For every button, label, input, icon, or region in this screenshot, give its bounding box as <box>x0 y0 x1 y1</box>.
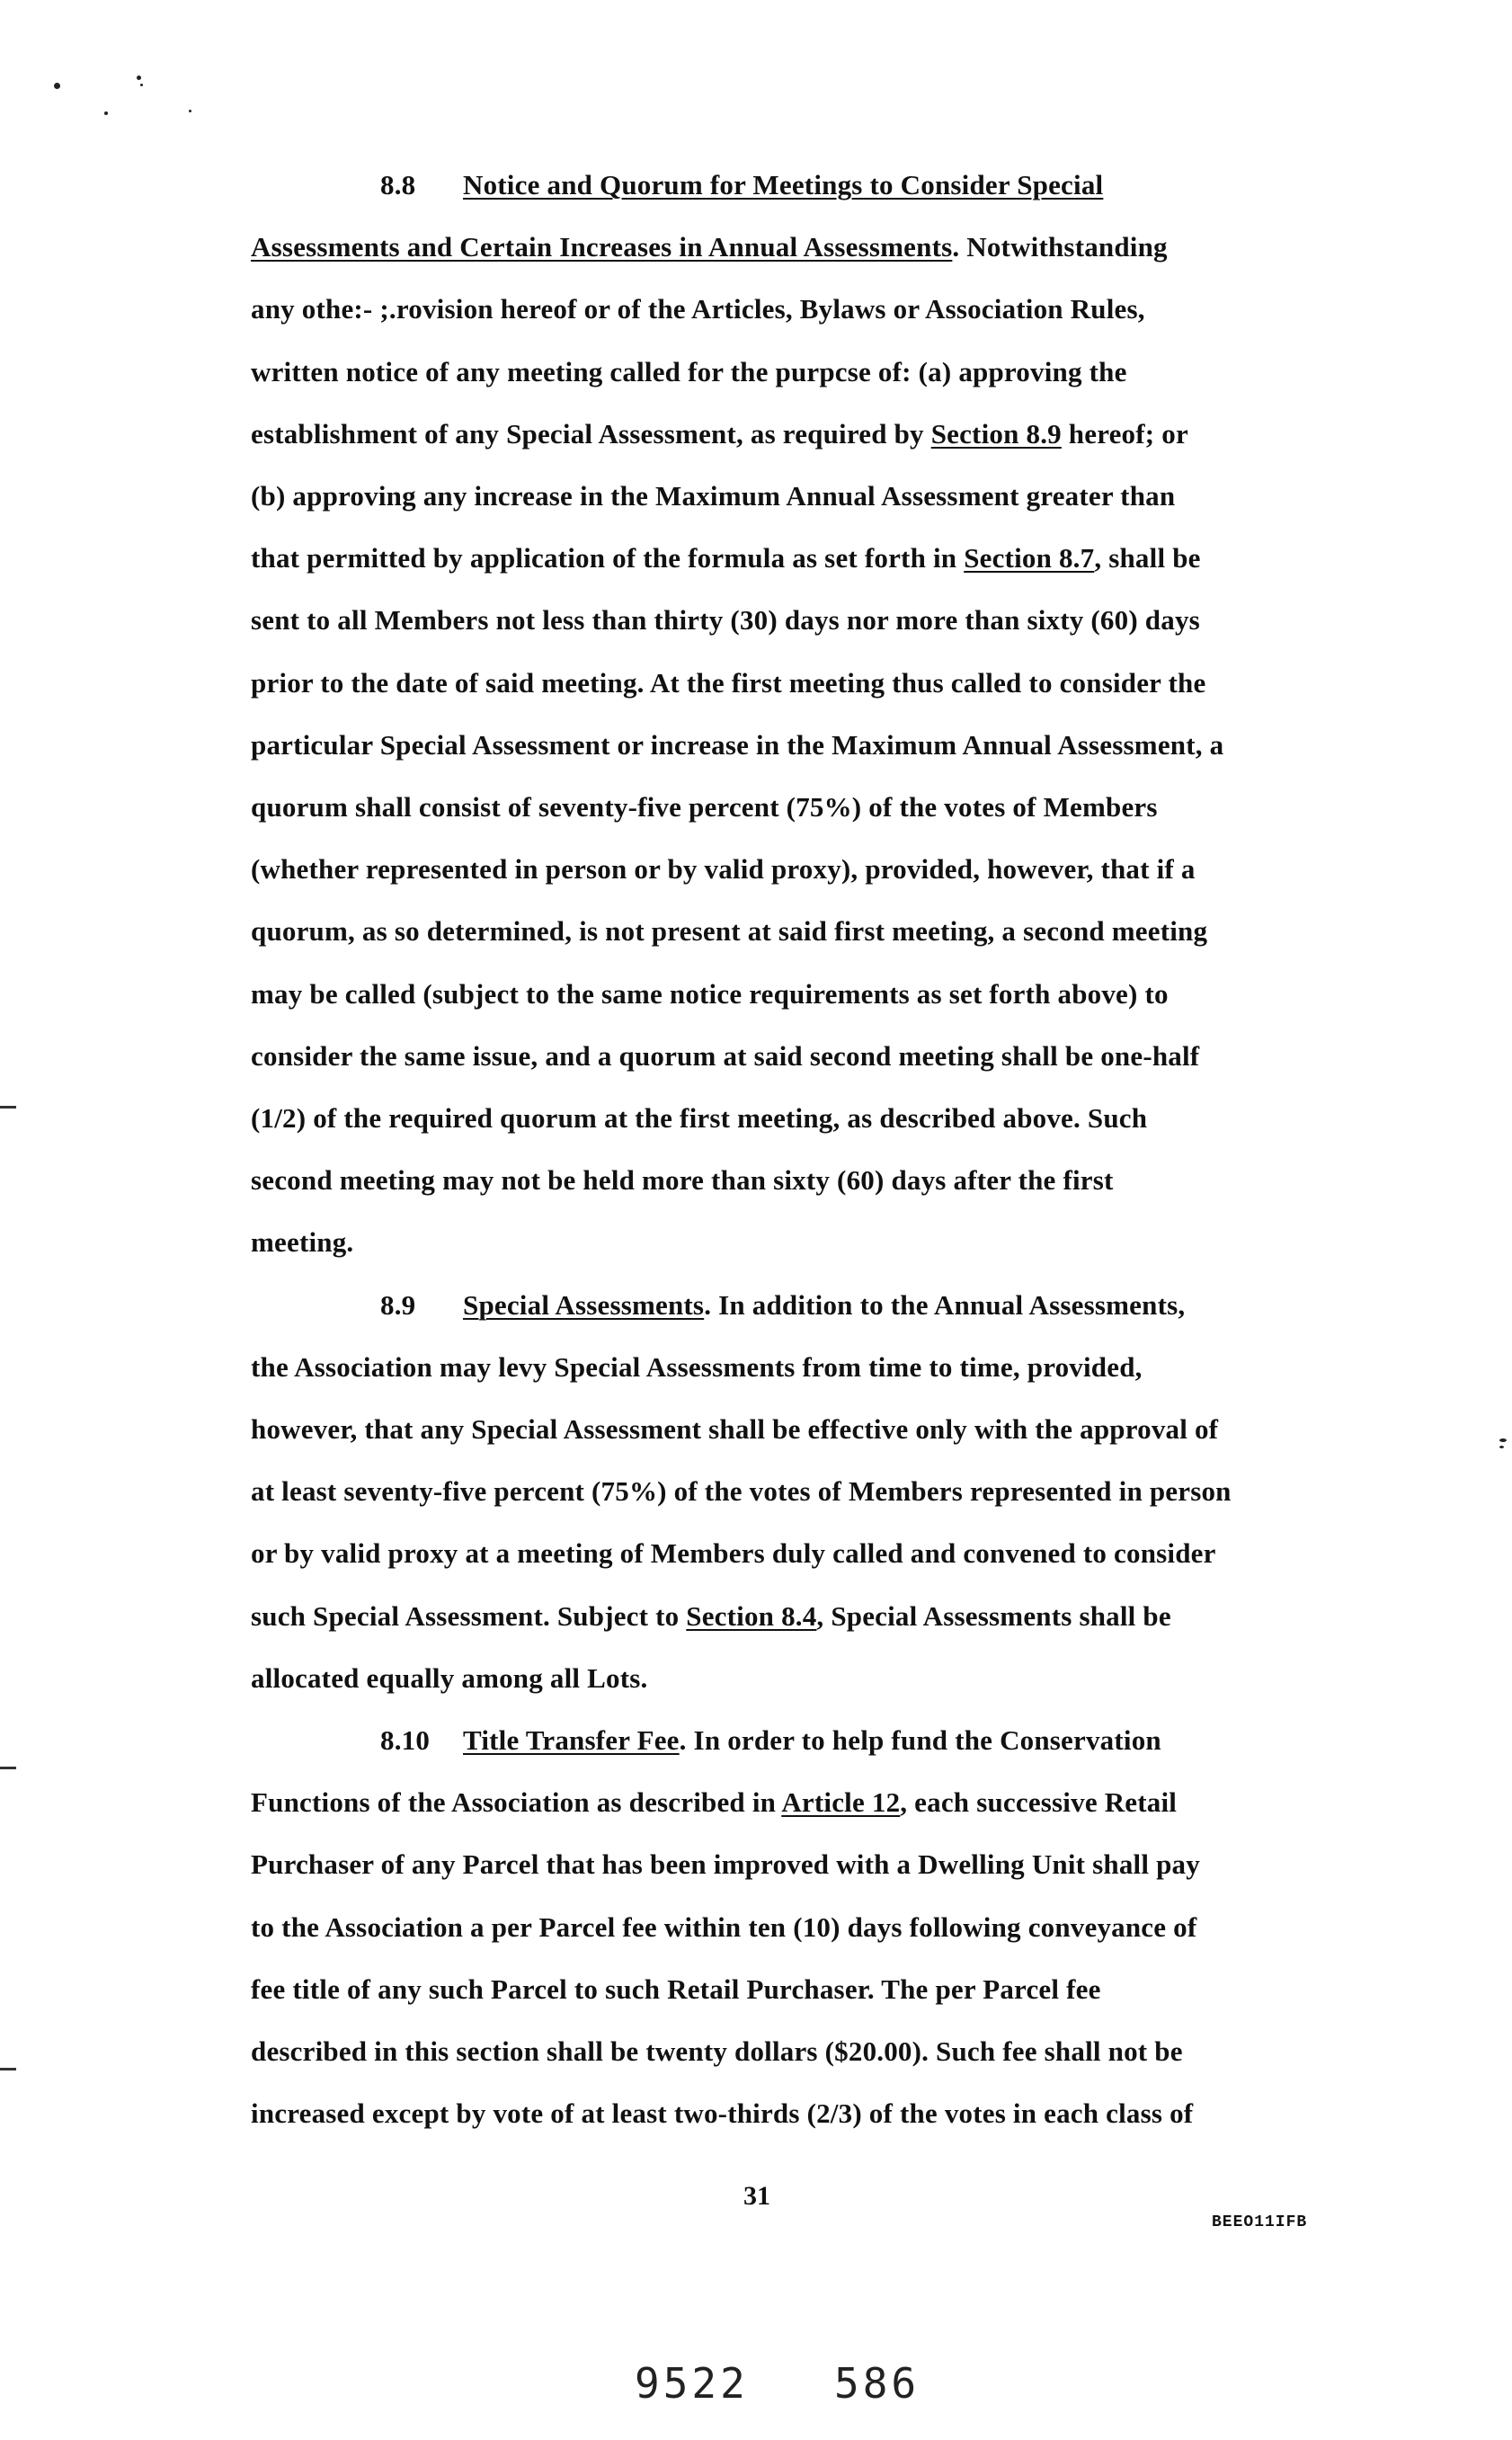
section-title: Notice and Quorum for Meetings to Consider Special <box>463 169 1104 200</box>
text-line <box>251 1973 1101 2006</box>
line-text: prior to the date of said meeting. At the first meeting thus called to consider the <box>251 666 1206 699</box>
text-line <box>251 1226 353 1259</box>
scan-speck <box>54 83 60 89</box>
section-title: Title Transfer Fee <box>463 1724 680 1756</box>
text-line <box>251 1413 1218 1446</box>
stamp-number-right: 586 <box>834 2359 921 2408</box>
line-text: at least seventy-five percent (75%) of the votes of Members represented in person <box>251 1475 1232 1508</box>
line-text: quorum shall consist of seventy-five percent (75%) of the votes of Members <box>251 791 1158 823</box>
line-text: consider the same issue, and a quorum at said second meeting shall be one-half <box>251 1039 1200 1072</box>
text-line <box>251 1164 1114 1197</box>
text-line <box>251 2097 1193 2130</box>
scan-speck <box>1499 1438 1507 1442</box>
text-line <box>251 853 1196 886</box>
text-line <box>251 791 1158 824</box>
line-text: sent to all Members not less than thirty (30) days nor more than sixty (60) days <box>251 604 1200 637</box>
cross-reference: Section 8.4 <box>686 1599 817 1632</box>
text-line <box>251 667 1205 699</box>
text-line <box>251 729 1223 761</box>
line-text: such Special Assessment. Subject to <box>251 1599 687 1632</box>
text-line <box>251 1662 647 1695</box>
section-heading-line <box>380 1724 1161 1757</box>
line-text: quorum, as so determined, is not present at said first meeting, a second meeting <box>251 915 1208 948</box>
cross-reference: Assessments and Certain Increases in Annual Assessments <box>251 231 953 263</box>
line-text: (whether represented in person or by valid proxy), provided, however, that if a <box>251 853 1196 886</box>
text-line <box>251 542 1201 574</box>
section-number: 8.9 <box>380 1288 416 1321</box>
line-text: increased except by vote of at least two-thirds (2/3) of the votes in each class of <box>251 2097 1194 2130</box>
line-text: . In addition to the Annual Assessments, <box>704 1288 1186 1321</box>
text-line <box>251 1600 1171 1633</box>
scan-speck <box>140 84 143 86</box>
line-text: . Notwithstanding <box>952 231 1168 263</box>
text-line <box>251 1848 1200 1881</box>
stamp-number-left: 9522 <box>635 2359 749 2408</box>
text-line <box>251 2035 1183 2068</box>
line-text: . In order to help fund the Conservation <box>679 1724 1161 1756</box>
line-text: establishment of any Special Assessment, as required by <box>251 417 931 450</box>
text-line <box>251 1040 1199 1073</box>
line-text: that permitted by application of the formula as set forth in <box>251 542 965 574</box>
page-number: 31 <box>743 2181 770 2211</box>
document-code: BEEO11IFB <box>1212 2213 1308 2231</box>
scan-speck <box>104 111 108 115</box>
text-line <box>251 1537 1216 1570</box>
line-text: hereof; or <box>1061 417 1188 450</box>
line-text: second meeting may not be held more than sixty (60) days after the first <box>251 1164 1114 1197</box>
text-line <box>251 1102 1147 1135</box>
text-line <box>251 293 1145 325</box>
line-text: or by valid proxy at a meeting of Members duly called and convened to consider <box>251 1537 1216 1570</box>
line-text: Functions of the Association as described in <box>251 1786 782 1819</box>
scan-speck <box>137 76 141 80</box>
text-line <box>251 1475 1232 1508</box>
scan-speck <box>1499 1446 1504 1448</box>
section-number: 8.10 <box>380 1724 431 1756</box>
line-text: the Association may levy Special Assessments from time to time, provided, <box>251 1350 1143 1383</box>
line-text: meeting. <box>251 1226 354 1259</box>
line-text: may be called (subject to the same notice requirements as set forth above) to <box>251 977 1169 1010</box>
section-title: Special Assessments <box>463 1288 705 1321</box>
line-text: Purchaser of any Parcel that has been improved with a Dwelling Unit shall pay <box>251 1848 1200 1881</box>
text-line <box>251 1786 1177 1819</box>
line-text: (1/2) of the required quorum at the first meeting, as described above. Such <box>251 1102 1148 1134</box>
cross-reference: Section 8.9 <box>930 417 1062 450</box>
text-line <box>251 231 1168 263</box>
text-line <box>251 418 1188 450</box>
text-line <box>251 978 1169 1011</box>
line-text: , each successive Retail <box>900 1786 1178 1819</box>
section-heading-line <box>380 169 1103 201</box>
line-text: any othe:- ;.rovision hereof or of the Articles, Bylaws or Association Rules, <box>251 293 1145 325</box>
cross-reference: Section 8.7 <box>964 542 1095 574</box>
scan-edge-mark <box>0 1106 16 1109</box>
section-number: 8.8 <box>380 169 416 200</box>
line-text: however, that any Special Assessment shall be effective only with the approval of <box>251 1413 1219 1445</box>
line-text: , shall be <box>1094 542 1201 574</box>
line-text: described in this section shall be twenty dollars ($20.00). Such fee shall not be <box>251 2035 1183 2067</box>
line-text: to the Association a per Parcel fee within ten (10) days following conveyance of <box>251 1910 1197 1943</box>
line-text: written notice of any meeting called for the purpcse of: (a) approving the <box>251 355 1127 387</box>
scan-speck <box>189 110 191 112</box>
text-line <box>251 915 1207 948</box>
scan-edge-mark <box>0 1767 16 1769</box>
line-text: , Special Assessments shall be <box>816 1599 1171 1632</box>
line-text: (b) approving any increase in the Maximum Annual Assessment greater than <box>251 480 1176 512</box>
section-heading-line <box>380 1289 1185 1322</box>
line-text: fee title of any such Parcel to such Retail Purchaser. The per Parcel fee <box>251 1972 1101 2005</box>
text-line <box>251 356 1127 388</box>
scan-edge-mark <box>0 2068 16 2070</box>
text-line <box>251 1911 1196 1944</box>
text-line <box>251 1351 1143 1384</box>
line-text: allocated equally among all Lots. <box>251 1661 648 1694</box>
text-line <box>251 480 1175 512</box>
text-line <box>251 604 1200 637</box>
line-text: particular Special Assessment or increase in the Maximum Annual Assessment, a <box>251 728 1224 761</box>
cross-reference: Article 12 <box>781 1786 901 1819</box>
